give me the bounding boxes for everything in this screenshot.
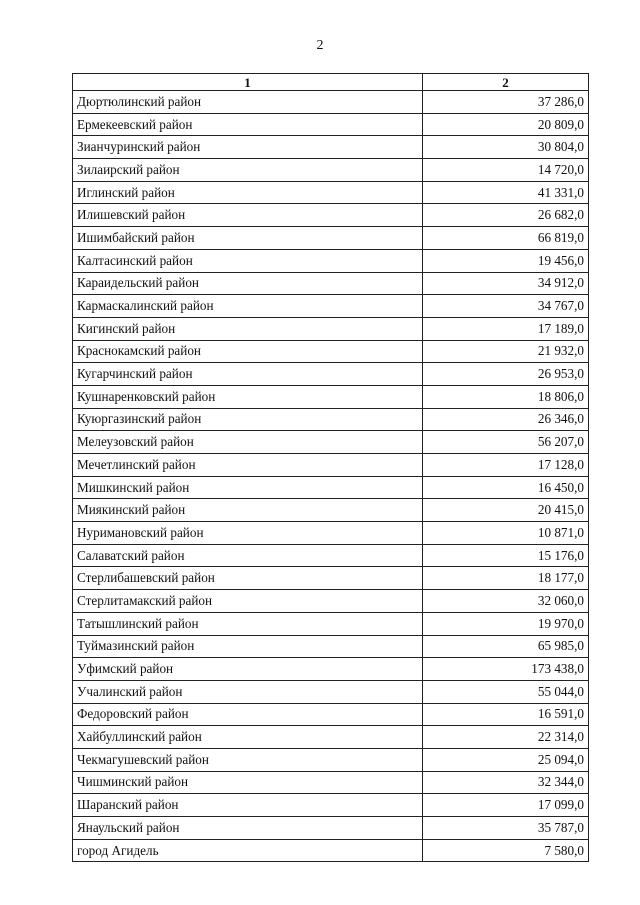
table-row [73, 272, 589, 295]
amount-cell: 26 346,0 [423, 408, 589, 431]
table-row [73, 340, 589, 363]
table-row [73, 431, 589, 454]
amount-cell: 30 804,0 [423, 136, 589, 159]
table-row [73, 703, 589, 726]
table-row [73, 771, 589, 794]
table-row [73, 454, 589, 477]
table-row [73, 726, 589, 749]
district-name-cell: Ишимбайский район [73, 227, 423, 250]
amount-cell: 17 189,0 [423, 317, 589, 340]
table-row [73, 567, 589, 590]
district-name-cell: Кушнаренковский район [73, 385, 423, 408]
district-name-cell: Зилаирский район [73, 159, 423, 182]
district-name-cell: Кармаскалинский район [73, 295, 423, 318]
table-row [73, 204, 589, 227]
amount-cell: 20 809,0 [423, 113, 589, 136]
table-row [73, 680, 589, 703]
district-name-cell: Стерлитамакский район [73, 590, 423, 613]
table-row [73, 612, 589, 635]
amount-cell: 173 438,0 [423, 658, 589, 681]
district-name-cell: Татышлинский район [73, 612, 423, 635]
district-name-cell: Зианчуринский район [73, 136, 423, 159]
column-header-value: 2 [423, 74, 589, 91]
district-name-cell: Стерлибашевский район [73, 567, 423, 590]
district-name-cell: Учалинский район [73, 680, 423, 703]
district-name-cell: Нуримановский район [73, 522, 423, 545]
amount-cell: 7 580,0 [423, 839, 589, 862]
table-row [73, 839, 589, 862]
data-table [72, 73, 589, 862]
amount-cell: 35 787,0 [423, 817, 589, 840]
amount-cell: 17 128,0 [423, 454, 589, 477]
amount-cell: 65 985,0 [423, 635, 589, 658]
amount-cell: 21 932,0 [423, 340, 589, 363]
district-name-cell: город Агидель [73, 839, 423, 862]
district-name-cell: Чекмагушевский район [73, 748, 423, 771]
district-name-cell: Илишевский район [73, 204, 423, 227]
table-row [73, 113, 589, 136]
amount-cell: 41 331,0 [423, 181, 589, 204]
district-name-cell: Калтасинский район [73, 249, 423, 272]
district-name-cell: Салаватский район [73, 544, 423, 567]
amount-cell: 22 314,0 [423, 726, 589, 749]
table-header-row [73, 74, 589, 91]
table-row [73, 499, 589, 522]
amount-cell: 17 099,0 [423, 794, 589, 817]
column-header-name: 1 [73, 74, 423, 91]
table-row [73, 794, 589, 817]
amount-cell: 19 970,0 [423, 612, 589, 635]
table-row [73, 658, 589, 681]
amount-cell: 25 094,0 [423, 748, 589, 771]
table-row [73, 476, 589, 499]
table-row [73, 295, 589, 318]
district-name-cell: Кигинский район [73, 317, 423, 340]
amount-cell: 32 344,0 [423, 771, 589, 794]
district-name-cell: Уфимский район [73, 658, 423, 681]
table-row [73, 748, 589, 771]
amount-cell: 32 060,0 [423, 590, 589, 613]
table-row [73, 817, 589, 840]
table-row [73, 136, 589, 159]
district-name-cell: Янаульский район [73, 817, 423, 840]
district-name-cell: Чишминский район [73, 771, 423, 794]
amount-cell: 19 456,0 [423, 249, 589, 272]
amount-cell: 34 912,0 [423, 272, 589, 295]
district-name-cell: Мелеузовский район [73, 431, 423, 454]
table-row [73, 590, 589, 613]
amount-cell: 14 720,0 [423, 159, 589, 182]
district-name-cell: Шаранский район [73, 794, 423, 817]
table-row [73, 385, 589, 408]
amount-cell: 66 819,0 [423, 227, 589, 250]
table-row [73, 227, 589, 250]
table-row [73, 249, 589, 272]
table-row [73, 317, 589, 340]
district-name-cell: Иглинский район [73, 181, 423, 204]
amount-cell: 20 415,0 [423, 499, 589, 522]
amount-cell: 18 806,0 [423, 385, 589, 408]
district-name-cell: Миякинский район [73, 499, 423, 522]
table-body [73, 91, 589, 862]
amount-cell: 26 682,0 [423, 204, 589, 227]
district-name-cell: Дюртюлинский район [73, 91, 423, 114]
table-row [73, 522, 589, 545]
district-name-cell: Краснокамский район [73, 340, 423, 363]
amount-cell: 55 044,0 [423, 680, 589, 703]
amount-cell: 26 953,0 [423, 363, 589, 386]
amount-cell: 56 207,0 [423, 431, 589, 454]
table-row [73, 181, 589, 204]
amount-cell: 10 871,0 [423, 522, 589, 545]
table-row [73, 91, 589, 114]
amount-cell: 16 450,0 [423, 476, 589, 499]
district-name-cell: Федоровский район [73, 703, 423, 726]
district-name-cell: Туймазинский район [73, 635, 423, 658]
amount-cell: 16 591,0 [423, 703, 589, 726]
page-number: 2 [316, 38, 324, 53]
district-name-cell: Куюргазинский район [73, 408, 423, 431]
amount-cell: 15 176,0 [423, 544, 589, 567]
district-name-cell: Кугарчинский район [73, 363, 423, 386]
district-name-cell: Мечетлинский район [73, 454, 423, 477]
amount-cell: 34 767,0 [423, 295, 589, 318]
district-name-cell: Мишкинский район [73, 476, 423, 499]
district-name-cell: Хайбуллинский район [73, 726, 423, 749]
table-row [73, 635, 589, 658]
amount-cell: 18 177,0 [423, 567, 589, 590]
table-row [73, 544, 589, 567]
district-name-cell: Ермекеевский район [73, 113, 423, 136]
table-row [73, 159, 589, 182]
amount-cell: 37 286,0 [423, 91, 589, 114]
table-row [73, 363, 589, 386]
district-name-cell: Караидельский район [73, 272, 423, 295]
table-row [73, 408, 589, 431]
